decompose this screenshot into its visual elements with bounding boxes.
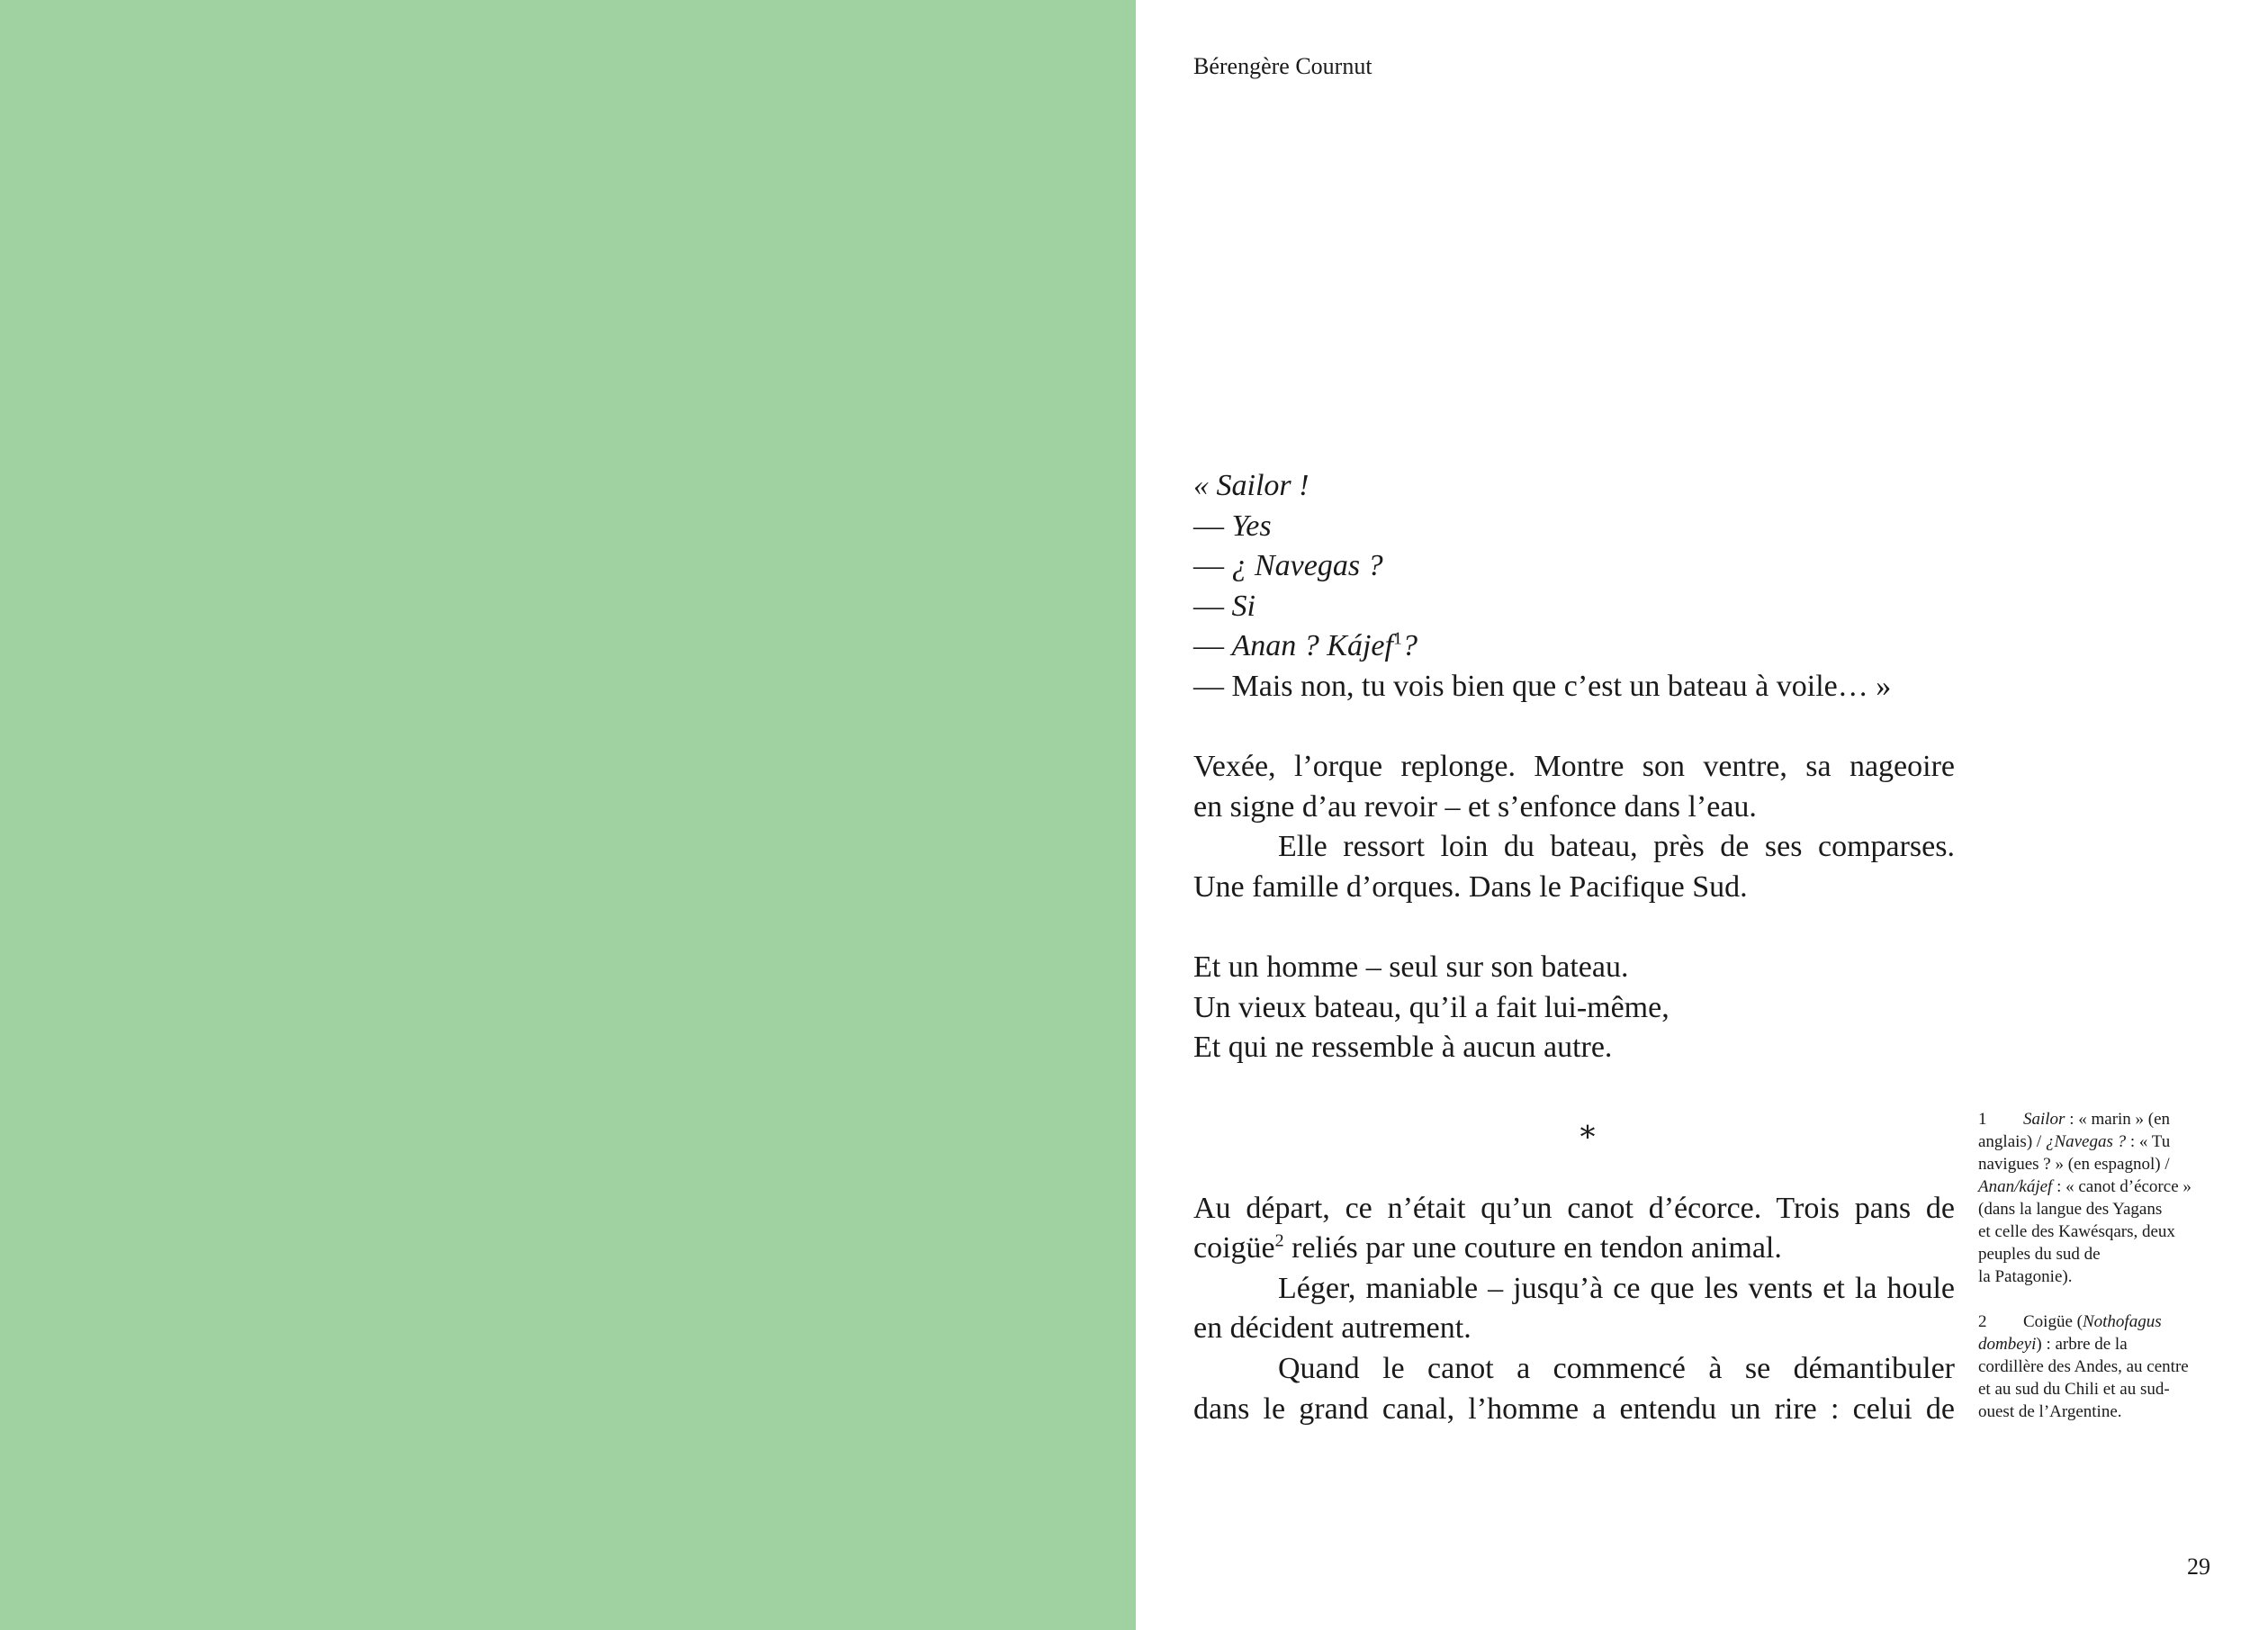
dialogue-line: — Anan ? Kájef$^1$?	[1193, 629, 1418, 663]
paragraph-line: Quand le canot a commencé à se démantibuler	[1278, 1352, 1955, 1386]
footnote-1: 1 Sailor : « marin » (en anglais) / ¿Navegas ? : « Tu navigues ? » (en espagnol) / Anan/kájef : « canot d’écorce » (dans la langue des Yagans et celle des Kawésqars, deux peuples du sud de la Patagonie).	[1978, 1110, 2192, 1286]
page-number: 29	[2187, 1553, 2210, 1580]
footnote-2: 2 Coigüe (Nothofagus dombeyi) : arbre de la cordillère des Andes, au centre et au sud du Chili et au sud- ouest de l’Argentine.	[1978, 1312, 2189, 1421]
paragraph-line: dans le grand canal, l’homme a entendu un rire : celui de	[1193, 1391, 1955, 1426]
footnotes	[1978, 1108, 2221, 1445]
paragraph-line: Et un homme – seul sur son bateau.	[1193, 950, 1629, 985]
dialogue-line: — Yes	[1193, 509, 1272, 543]
paragraph-line: Et qui ne ressemble à aucun autre.	[1193, 1031, 1613, 1065]
dialogue-line: — ¿ Navegas ?	[1193, 549, 1383, 583]
dialogue-line: « Sailor !	[1193, 469, 1310, 502]
paragraph-line: Léger, maniable – jusqu’à ce que les vents et la houle	[1278, 1271, 1955, 1305]
dialogue-line: — Si	[1193, 589, 1256, 623]
right-page	[1136, 0, 2268, 1630]
paragraph-line: Vexée, l’orque replonge. Montre son ventre, sa nageoire	[1193, 750, 1955, 784]
paragraph-line: Un vieux bateau, qu’il a fait lui-même,	[1193, 990, 1670, 1024]
paragraph-line: Au départ, ce n’était qu’un canot d’écorce. Trois pans de	[1193, 1191, 1955, 1225]
paragraph-line: Elle ressort loin du bateau, près de ses comparses.	[1278, 830, 1955, 864]
paragraph-line: en décident autrement.	[1193, 1311, 1472, 1346]
section-break-asterism: ⁎	[1580, 1111, 1596, 1145]
paragraph-line: en signe d’au revoir – et s’enfonce dans l’eau.	[1193, 789, 1757, 824]
footnote-ref-1: 1	[1392, 629, 1402, 650]
footnote-ref-2: 2	[1274, 1230, 1284, 1251]
paragraph-line: coigüe$^2$ reliés par une couture en tendon animal.	[1193, 1230, 1782, 1265]
running-head-author: Bérengère Cournut	[1193, 53, 1372, 79]
paragraph-line: Une famille d’orques. Dans le Pacifique Sud.	[1193, 869, 1748, 904]
main-text	[1193, 466, 1955, 1429]
dialogue-line: — Mais non, tu vois bien que c’est un bateau à voile… »	[1193, 669, 1892, 703]
